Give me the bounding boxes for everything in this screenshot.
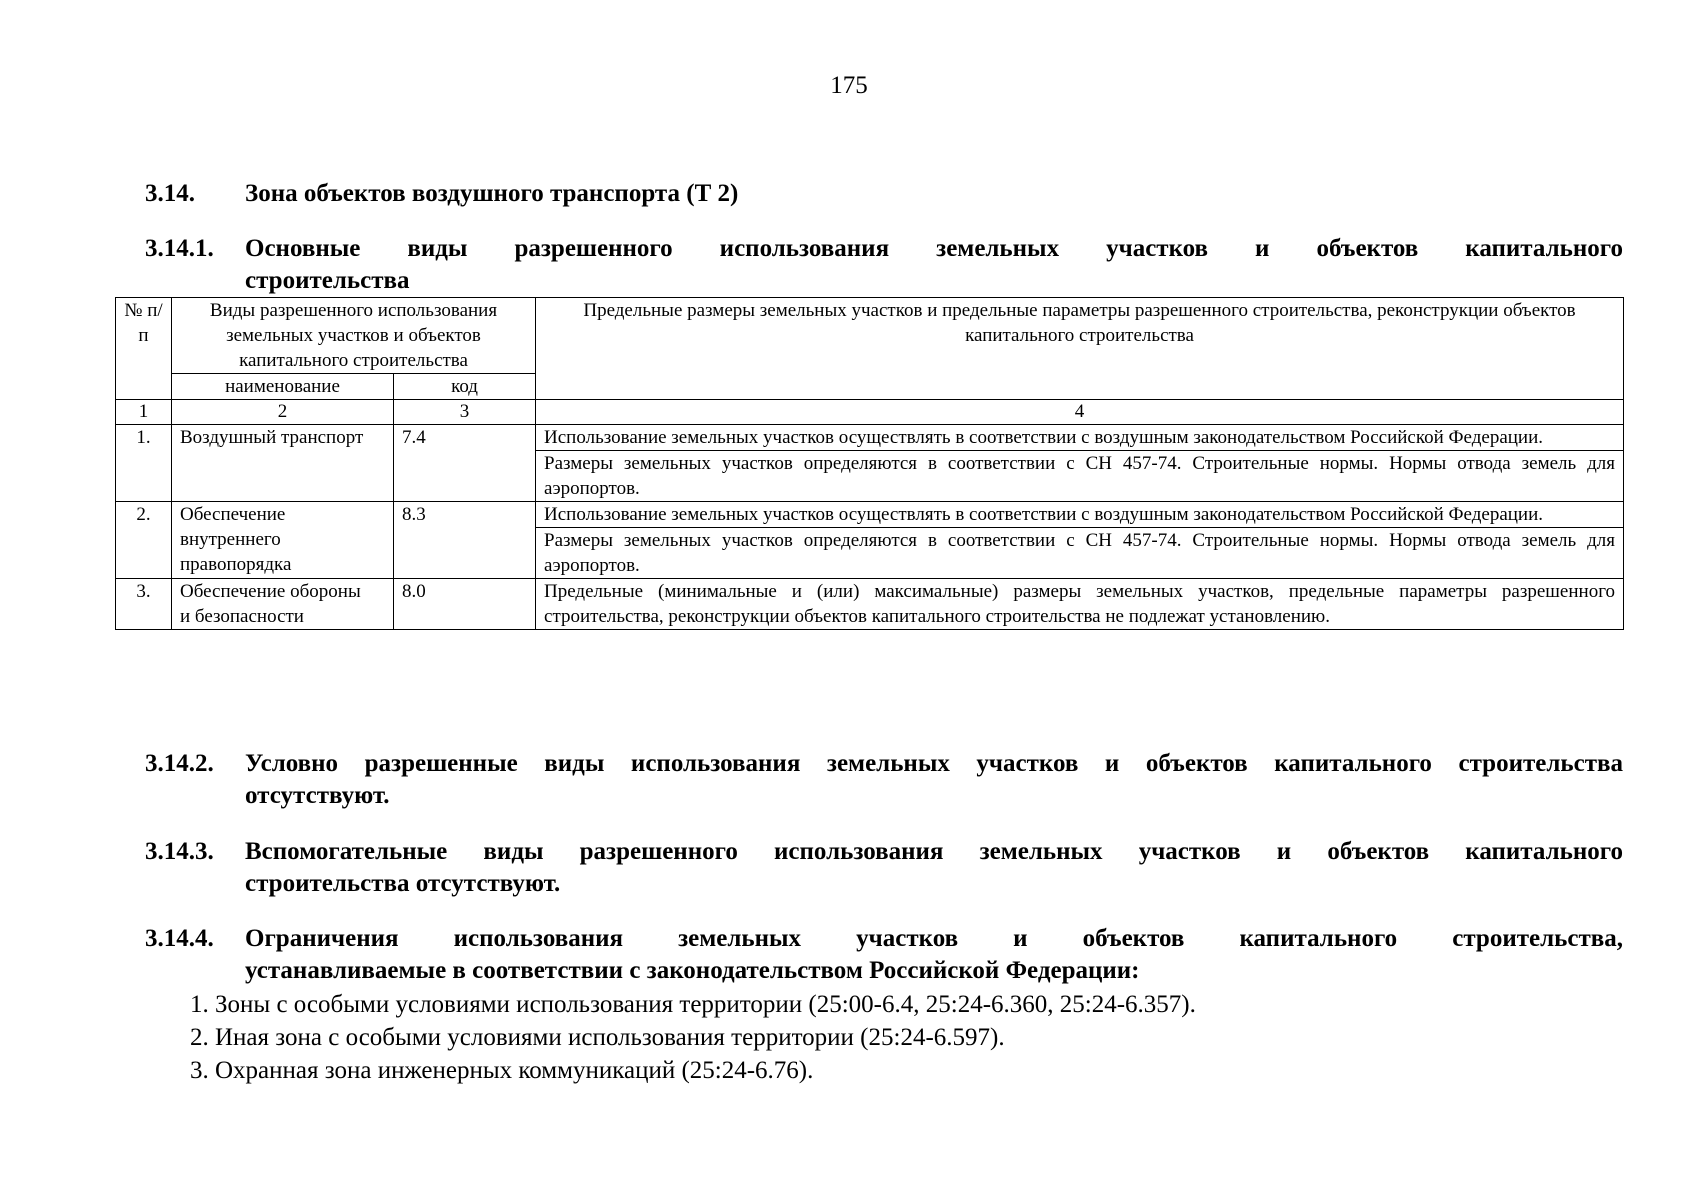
- section-3-14-2-heading: [145, 748, 1623, 812]
- section-title-line1: Основные виды разрешенного использования земельных участков и объектов капитального: [245, 235, 1623, 262]
- list-item: [190, 1021, 1196, 1054]
- column-number: 2: [172, 400, 394, 425]
- section-3-14-1-heading: [145, 233, 1623, 297]
- section-title-line2: строительства: [245, 267, 410, 294]
- land-use-table: [115, 297, 1624, 630]
- row-number: 1.: [116, 425, 172, 502]
- column-number: 1: [116, 400, 172, 425]
- column-number: 3: [394, 400, 536, 425]
- section-title-line2: устанавливаемые в соответствии с законодательством Российской Федерации:: [245, 957, 1140, 984]
- section-title-line1: Ограничения использования земельных участков и объектов капитального строительства,: [245, 925, 1623, 952]
- section-title-line2: строительства отсутствуют.: [245, 870, 561, 897]
- header-types: Виды разрешенного использования земельных участков и объектов капитального строительства: [172, 298, 536, 374]
- param-text: Использование земельных участков осуществлять в соответствии с воздушным законодательством Российской Федерации.: [536, 425, 1624, 451]
- list-item: [190, 988, 1196, 1021]
- page-number: 175: [830, 72, 868, 99]
- use-code: 8.3: [394, 502, 536, 579]
- header-params: Предельные размеры земельных участков и предельные параметры разрешенного строительства, реконструкции объектов капитального строительства: [536, 298, 1624, 400]
- use-name: [172, 579, 394, 630]
- section-number: 3.14.4.: [145, 925, 214, 952]
- param-text: Предельные (минимальные и (или) максимальные) размеры земельных участков, предельные параметры разрешенного строительства, реконструкции объектов капитального строительства не подлежат установлению.: [536, 579, 1624, 630]
- restrictions-list: [190, 988, 1196, 1087]
- use-code: 8.0: [394, 579, 536, 630]
- section-title-line2: отсутствуют.: [245, 782, 390, 809]
- table-row: [116, 502, 1624, 528]
- section-number: 3.14.2.: [145, 750, 214, 777]
- use-name: Обеспечение внутреннего правопорядка: [172, 502, 394, 579]
- list-item-number: 1.: [190, 991, 209, 1018]
- list-item-number: 2.: [190, 1024, 209, 1051]
- header-number: № п/п: [116, 298, 172, 400]
- use-name: Воздушный транспорт: [172, 425, 394, 502]
- section-3-14-heading: [145, 178, 1623, 210]
- header-name: наименование: [172, 374, 394, 400]
- list-item-text: Иная зона с особыми условиями использования территории (25:24-6.597).: [215, 1024, 1005, 1051]
- section-3-14-4-heading: [145, 923, 1623, 987]
- param-text: Использование земельных участков осуществлять в соответствии с воздушным законодательством Российской Федерации.: [536, 502, 1624, 528]
- section-3-14-3-heading: [145, 836, 1623, 900]
- list-item-text: Зоны с особыми условиями использования территории (25:00-6.4, 25:24-6.360, 25:24-6.357).: [215, 991, 1196, 1018]
- section-number: 3.14.3.: [145, 838, 214, 865]
- use-name-line1: Обеспечение обороны: [180, 581, 361, 602]
- list-item-number: 3.: [190, 1057, 209, 1084]
- section-number: 3.14.: [145, 180, 195, 207]
- table-row: [116, 425, 1624, 451]
- column-number: 4: [536, 400, 1624, 425]
- row-number: 3.: [116, 579, 172, 630]
- row-number: 2.: [116, 502, 172, 579]
- section-title-line1: Вспомогательные виды разрешенного использования земельных участков и объектов капитального: [245, 838, 1623, 865]
- header-code: код: [394, 374, 536, 400]
- use-name-line2: и безопасности: [180, 606, 304, 627]
- section-number: 3.14.1.: [145, 235, 214, 262]
- section-title-line1: Условно разрешенные виды использования земельных участков и объектов капитального строительства: [245, 750, 1623, 777]
- param-text: Размеры земельных участков определяются в соответствии с СН 457-74. Строительные нормы. Нормы отвода земель для аэропортов.: [536, 451, 1624, 502]
- section-title: Зона объектов воздушного транспорта (Т 2): [245, 180, 739, 207]
- table-row: [116, 579, 1624, 630]
- list-item: [190, 1054, 1196, 1087]
- param-text: Размеры земельных участков определяются в соответствии с СН 457-74. Строительные нормы. Нормы отвода земель для аэропортов.: [536, 528, 1624, 579]
- use-code: 7.4: [394, 425, 536, 502]
- list-item-text: Охранная зона инженерных коммуникаций (25:24-6.76).: [215, 1057, 814, 1084]
